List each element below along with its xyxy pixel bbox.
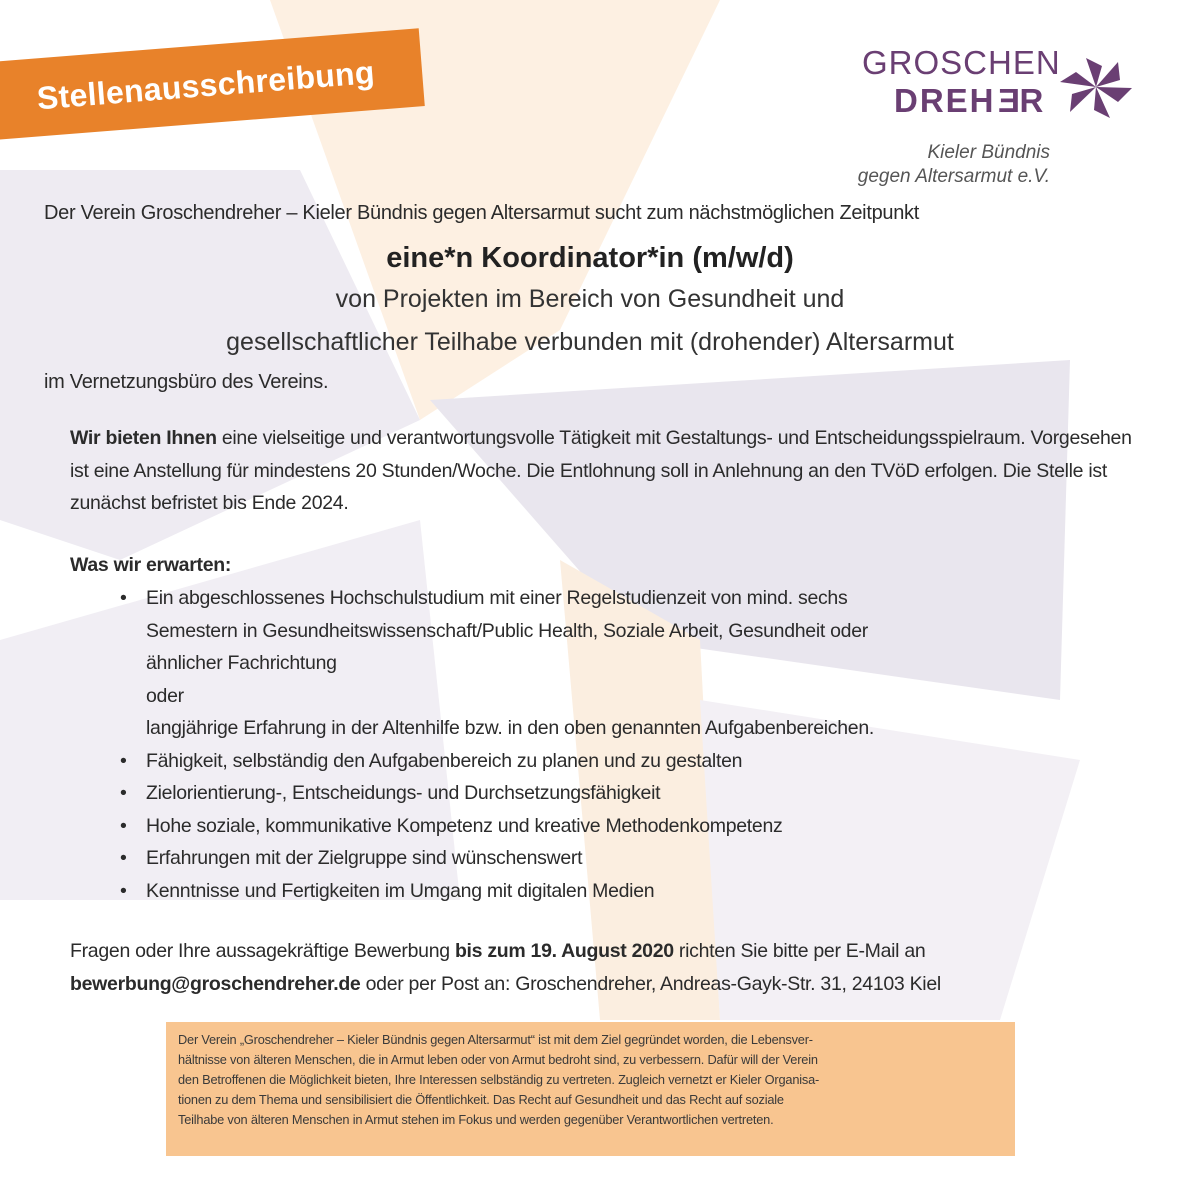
- job-subtitle-line1: von Projekten im Bereich von Gesundheit und: [335, 285, 845, 313]
- job-subtitle-line2: gesellschaftlicher Teilhabe verbunden mit (drohender) Altersarmut: [226, 328, 954, 356]
- requirement-text: Erfahrungen mit der Zielgruppe sind wünschenswert: [146, 847, 583, 869]
- list-item: [120, 842, 1140, 875]
- logo-line2-mirrored-letter: E: [995, 82, 1020, 119]
- offer-lead: Wir bieten Ihnen: [70, 427, 217, 449]
- list-item: [120, 777, 1140, 810]
- requirement-line: oder: [146, 684, 184, 707]
- purple-flower-icon: [1056, 52, 1136, 122]
- job-title: eine*n Koordinator*in (m/w/d): [386, 242, 794, 274]
- list-item: [120, 745, 1140, 778]
- offer-text: eine vielseitige und verantwortungsvolle Tätigkeit mit Gestaltungs- und Entscheidungsspielraum. Vorgesehen ist eine Anstellung für mindestens 20 Stunden/Woche. Die Entlohnung soll in Anlehnung an den TVöD erfolgen. Die Stelle ist zunächst befristet bis Ende 2024.: [70, 427, 1132, 514]
- requirement-text: Zielorientierung-, Entscheidungs- und Durchsetzungsfähigkeit: [146, 782, 661, 804]
- intro-text: Der Verein Groschendreher – Kieler Bündnis gegen Altersarmut sucht zum nächstmöglichen Zeitpunkt: [44, 202, 920, 224]
- logo-tagline-line1: Kieler Bündnis: [927, 142, 1050, 163]
- groschendreher-logo: [857, 44, 1160, 194]
- bullet: •: [120, 587, 127, 609]
- contact-address: oder per Post an: Groschendreher, Andreas-Gayk-Str. 31, 24103 Kiel: [360, 972, 941, 995]
- association-info-box: [166, 1022, 1015, 1156]
- offer-paragraph: [70, 422, 1140, 520]
- requirement-line: Ein abgeschlossenes Hochschulstudium mit einer Regelstudienzeit von mind. sechs: [146, 587, 848, 609]
- bullet: •: [120, 782, 127, 804]
- requirement-line: Semestern in Gesundheitswissenschaft/Public Health, Soziale Arbeit, Gesundheit oder: [146, 619, 868, 642]
- application-deadline: bis zum 19. August 2020: [454, 940, 674, 962]
- list-item: [120, 875, 1140, 908]
- footer-line: hältnisse von älteren Menschen, die in Armut leben oder von Armut bedroht sind, zu verbessern. Dafür will der Verein: [178, 1052, 818, 1067]
- footer-line: den Betroffenen die Möglichkeit bieten, Ihre Interessen selbständig zu vertreten. Zugleich vernetzt er Kieler Organisa-: [178, 1072, 820, 1087]
- bullet: •: [120, 847, 127, 869]
- expectations-heading: Was wir erwarten:: [70, 554, 232, 576]
- logo-line2-part-a: DREH: [894, 82, 996, 119]
- application-email[interactable]: bewerbung@groschendreher.de: [70, 972, 361, 995]
- logo-line2-part-b: R: [1019, 82, 1046, 119]
- requirement-line: langjährige Erfahrung in der Altenhilfe bzw. in den oben genannten Aufgabenbereichen.: [146, 717, 874, 739]
- footer-line: tionen zu dem Thema und sensibilisiert die Öffentlichkeit. Das Recht auf Gesundheit und das Recht auf soziale: [178, 1092, 784, 1107]
- footer-line: Der Verein „Groschendreher – Kieler Bündnis gegen Altersarmut“ ist mit dem Ziel gegründet worden, die Lebensver-: [178, 1032, 813, 1047]
- contact-text-2: richten Sie bitte per E-Mail an: [673, 940, 926, 962]
- requirement-text: Fähigkeit, selbständig den Aufgabenbereich zu planen und zu gestalten: [146, 749, 743, 772]
- job-location: im Vernetzungsbüro des Vereins.: [44, 371, 329, 393]
- banner-label: Stellenausschreibung: [35, 53, 376, 117]
- contact-paragraph: [70, 935, 1140, 1000]
- requirement-text: Hohe soziale, kommunikative Kompetenz und kreative Methodenkompetenz: [146, 814, 783, 837]
- requirements-list: [120, 582, 1140, 907]
- logo-tagline-line2: gegen Altersarmut e.V.: [857, 166, 1050, 187]
- bullet: •: [120, 879, 127, 902]
- contact-text-1: Fragen oder Ihre aussagekräftige Bewerbung: [70, 940, 455, 962]
- bullet: •: [120, 814, 127, 837]
- requirement-line: ähnlicher Fachrichtung: [146, 652, 337, 674]
- footer-line: Teilhabe von älteren Menschen in Armut stehen im Fokus und werden gegenüber Verantwortlichen vertreten.: [178, 1112, 774, 1127]
- requirement-text: Kenntnisse und Fertigkeiten im Umgang mit digitalen Medien: [146, 879, 655, 902]
- bullet: •: [120, 749, 127, 772]
- logo-wordmark-line2: [894, 82, 1045, 120]
- list-item: [120, 810, 1140, 843]
- logo-wordmark-line1: GROSCHEN: [862, 44, 1061, 81]
- list-item: [120, 582, 1140, 745]
